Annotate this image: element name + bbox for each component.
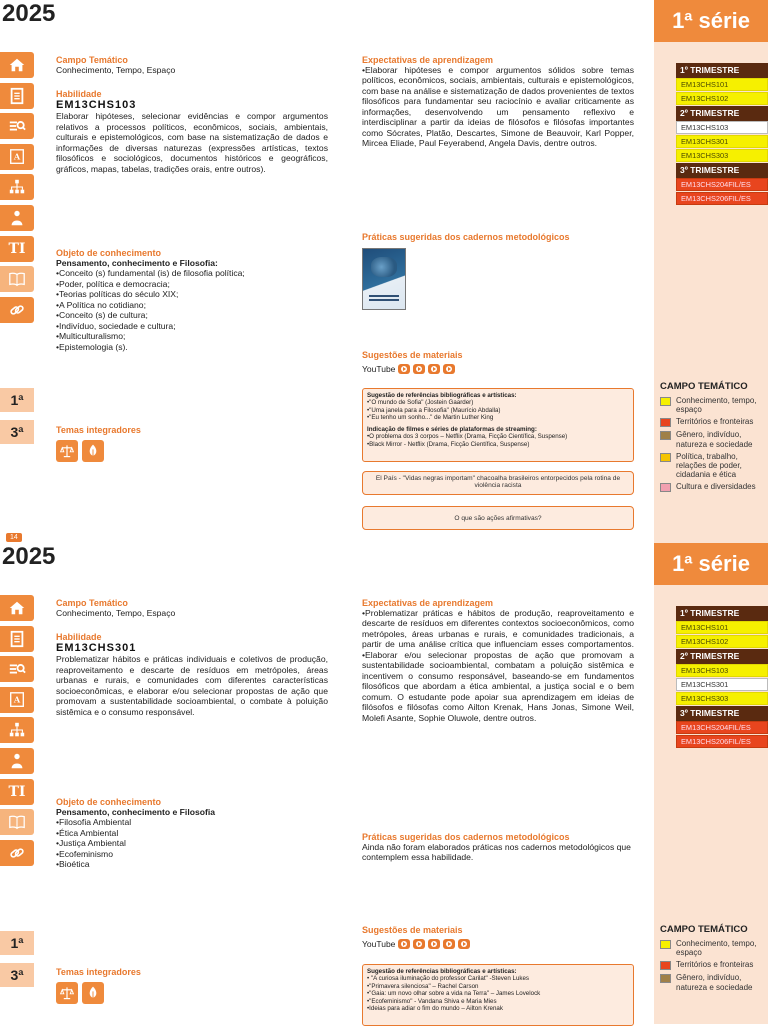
skill-code[interactable]: EM13CHS204FIL/ES: [676, 178, 768, 191]
objeto-item: •Ecofeminismo: [56, 848, 113, 859]
trimestre-2-heading: 2º TRIMESTRE: [676, 106, 768, 121]
page-number-badge: 14: [6, 533, 22, 542]
ref-item[interactable]: • "A curiosa iluminação do professor Carilat" -Steven Lukes: [367, 975, 530, 983]
nav-icons: [0, 52, 34, 327]
home-icon[interactable]: [0, 595, 34, 621]
objeto-item: •Ética Ambiental: [56, 827, 119, 838]
youtube-play-icon[interactable]: [458, 939, 470, 949]
year-badge-1[interactable]: 1ª: [0, 931, 34, 955]
search-list-icon[interactable]: [0, 113, 34, 139]
trimestre-3-heading: 3º TRIMESTRE: [676, 163, 768, 178]
temas-heading: Temas integradores: [56, 425, 141, 435]
expectativas-text: •Elaborar hipóteses e compor argumentos sólidos sobre temas políticos, econômicos, sociais, ambientais, culturais e epistemológicos, com base na análise e sistematização de dados provenientes de textos filosóficos para fundamentar seu raciocínio e avaliar criticamente as informações, desenvolvendo um pensamento reflexivo e interdisciplinar a partir da ideias de filósofos e filósofas importantes como Sócrates, Platão, Descartes, Simone de Beauvoir, Karl Popper, Mircea Eliade, Paul Feyerabend, Angela Davis, dentre outros.: [362, 65, 634, 149]
link-icon[interactable]: [0, 840, 34, 866]
references-box: [362, 388, 634, 462]
ref-item[interactable]: •Ideias para adiar o fim do mundo – Ailton Krenak: [367, 1005, 503, 1013]
link-el-pais[interactable]: El País - "Vidas negras importam" chacoalha brasileiros entorpecidos pela rotina de violência racista: [362, 471, 634, 495]
ref-item[interactable]: •"O mundo de Sofia" (Jostein Gaarder): [367, 399, 474, 407]
serie-banner: 1ª série: [654, 0, 768, 42]
trimestre-table: [676, 606, 768, 749]
year-title: 2025: [2, 543, 56, 570]
legend-label: Gênero, indivíduo, natureza e sociedade: [676, 973, 753, 992]
campo-legend-title: CAMPO TEMÁTICO: [660, 924, 748, 935]
ref-title: Sugestão de referências bibliográficas e artísticas:: [367, 968, 517, 975]
year-badge-3[interactable]: 3ª: [0, 420, 34, 444]
skill-code[interactable]: EM13CHS102: [676, 92, 768, 105]
legend-swatch: [660, 453, 671, 462]
objeto-heading: Objeto de conhecimento: [56, 797, 162, 807]
legend-label: Política, trabalho, relações de poder, cidadania e ética: [676, 451, 742, 480]
skill-code[interactable]: EM13CHS303: [676, 149, 768, 162]
objeto-title: Pensamento, conhecimento e Filosofia: [56, 807, 216, 817]
youtube-play-icon[interactable]: [428, 939, 440, 949]
films-title: Indicação de filmes e séries de plataformas de streaming:: [367, 425, 537, 433]
youtube-label: YouTube: [362, 364, 396, 374]
legend-label: Territórios e fronteiras: [676, 417, 754, 427]
youtube-play-icon[interactable]: [443, 364, 455, 374]
youtube-play-icon[interactable]: [443, 939, 455, 949]
legend-label: Conhecimento, tempo, espaço: [676, 396, 757, 415]
leaf-icon[interactable]: [82, 440, 104, 462]
search-list-icon[interactable]: [0, 656, 34, 682]
objeto-item: •Conceito (s) fundamental (is) de filosofia política;: [56, 268, 245, 279]
objeto-item: •Multiculturalismo;: [56, 331, 126, 342]
ref-title: Sugestão de referências bibliográficas e artísticas:: [367, 392, 517, 399]
praticas-heading: Práticas sugeridas dos cadernos metodológicos: [362, 832, 570, 842]
skill-code[interactable]: EM13CHS103: [676, 664, 768, 677]
ti-icon[interactable]: TI: [0, 236, 34, 262]
legend-item: [660, 417, 768, 427]
link-icon[interactable]: [0, 297, 34, 323]
expectativas-text: •Problematizar práticas e hábitos de produção, reaproveitamento e descarte de resíduos em diferentes contextos socioeconômicos, como metrópoles, áreas urbanas e rurais, e comunidades tradicionais, a partir de uma análise crítica que influenciam esses comportamentos. •Elaborar e/ou selecionar propostas de ação que promovam a sustentabilidade socioambiental, combatam a poluição sistêmica e incentivem o consumo responsável, baseando-se em fundamentos filosóficos que abordam a ética ambiental, a justiça social e o bem comum. O estudante pode apoiar sua aprendizagem em ideias de filósofos e filósofas como Ailton Krenak, Hans Jonas, Simone Weil, Molefi Asante, Sophie Oluwole, dentre outros.: [362, 608, 634, 723]
hierarchy-icon[interactable]: [0, 717, 34, 743]
campo-tematico-value: Conhecimento, Tempo, Espaço: [56, 608, 176, 618]
ref-item[interactable]: •"Ecofeminismo" - Vandana Shiva e Maria Mies: [367, 997, 497, 1005]
legend-item: [660, 430, 768, 448]
praticas-heading: Práticas sugeridas dos cadernos metodológicos: [362, 232, 570, 242]
youtube-play-icon[interactable]: [413, 364, 425, 374]
skill-code[interactable]: EM13CHS301: [676, 135, 768, 148]
objeto-item: •Teorias políticas do século XIX;: [56, 289, 179, 300]
svg-text:A: A: [13, 151, 21, 162]
year-badge-1[interactable]: 1ª: [0, 388, 34, 412]
skill-code-current[interactable]: EM13CHS301: [676, 678, 768, 691]
campo-legend-title: CAMPO TEMÁTICO: [660, 381, 748, 392]
ref-item[interactable]: •"Primavera silenciosa" – Rachel Carson: [367, 982, 479, 990]
legend-label: Cultura e diversidades: [676, 482, 756, 492]
skill-code[interactable]: EM13CHS101: [676, 78, 768, 91]
page-2: [0, 534, 768, 1024]
legend-item: [660, 452, 768, 480]
link-acoes-afirmativas[interactable]: O que são ações afirmativas?: [362, 506, 634, 530]
legend-label: Territórios e fronteiras: [676, 960, 754, 970]
youtube-label: YouTube: [362, 939, 396, 949]
justice-scale-icon[interactable]: [56, 440, 78, 462]
youtube-row: [362, 939, 634, 949]
document-list-icon[interactable]: [0, 626, 34, 652]
objeto-item: •Bioética: [56, 859, 90, 870]
svg-text:A: A: [13, 694, 21, 705]
legend-item: [660, 482, 768, 492]
ref-item[interactable]: •"Eu tenho um sonho..." de Martin Luther King: [367, 414, 494, 422]
film-item[interactable]: •O problema dos 3 corpos – Netflix (Drama, Ficção Científica, Suspense): [367, 433, 568, 441]
legend-swatch: [660, 418, 671, 427]
legend-item: [660, 396, 768, 414]
skill-code[interactable]: EM13CHS102: [676, 635, 768, 648]
leaf-icon[interactable]: [82, 982, 104, 1004]
youtube-play-icon[interactable]: [413, 939, 425, 949]
youtube-play-icon[interactable]: [428, 364, 440, 374]
objeto-item: •A Política no cotidiano;: [56, 299, 146, 310]
book-icon[interactable]: [0, 266, 34, 292]
teacher-icon[interactable]: [0, 748, 34, 774]
skill-code[interactable]: EM13CHS206FIL/ES: [676, 735, 768, 748]
teacher-icon[interactable]: [0, 205, 34, 231]
objeto-item: •Justiça Ambiental: [56, 838, 126, 849]
skill-code[interactable]: EM13CHS303: [676, 692, 768, 705]
habilidade-text: Elaborar hipóteses, selecionar evidências e compor argumentos relativos a processos políticos, econômicos, sociais, ambientais, culturais e epistemológicos, com base na sistematização de dados e informações de diversas naturezas (expressões artísticas, textos filosóficos e sociológicos, documentos históricos e geográficos, gráficos, mapas, tabelas, tradições orais, entre outros).: [56, 111, 328, 174]
trimestre-2-heading: 2º TRIMESTRE: [676, 649, 768, 664]
film-item[interactable]: •Black Mirror - Netflix (Drama, Ficção Científica, Suspense): [367, 440, 530, 448]
year-badge-3[interactable]: 3ª: [0, 963, 34, 987]
legend-swatch: [660, 431, 671, 440]
sugestoes-heading: Sugestões de materiais: [362, 350, 463, 360]
skill-code[interactable]: EM13CHS206FIL/ES: [676, 192, 768, 205]
campo-tematico-heading: Campo Temático: [56, 598, 128, 608]
campo-tematico-value: Conhecimento, Tempo, Espaço: [56, 65, 176, 75]
skill-code-current[interactable]: EM13CHS103: [676, 121, 768, 134]
campo-tematico-heading: Campo Temático: [56, 55, 128, 65]
legend-swatch: [660, 397, 671, 406]
legend-item: [660, 960, 768, 970]
legend-swatch: [660, 483, 671, 492]
legend-label: Gênero, indivíduo, natureza e sociedade: [676, 430, 753, 449]
legend-swatch: [660, 974, 671, 983]
objeto-heading: Objeto de conhecimento: [56, 248, 162, 258]
year-title: 2025: [2, 0, 56, 27]
sugestoes-heading: Sugestões de materiais: [362, 925, 463, 935]
habilidade-code: EM13CHS301: [56, 642, 137, 655]
habilidade-heading: Habilidade: [56, 632, 102, 643]
objeto-item: •Epistemologia (s).: [56, 341, 128, 352]
ti-icon[interactable]: TI: [0, 779, 34, 805]
legend-swatch: [660, 961, 671, 970]
legend-swatch: [660, 940, 671, 949]
ref-item[interactable]: •"Uma janela para a Filosofia" (Maurício Abdalla): [367, 406, 501, 414]
trimestre-3-heading: 3º TRIMESTRE: [676, 706, 768, 721]
expectativas-heading: Expectativas de aprendizagem: [362, 55, 494, 65]
campo-legend: [660, 381, 768, 495]
trimestre-table: [676, 63, 768, 206]
trimestre-1-heading: 1º TRIMESTRE: [676, 606, 768, 621]
youtube-row: [362, 364, 634, 374]
youtube-play-icon[interactable]: [398, 939, 410, 949]
serie-banner: 1ª série: [654, 543, 768, 585]
skill-code[interactable]: EM13CHS101: [676, 621, 768, 634]
objeto-item: •Conceito (s) de cultura;: [56, 310, 148, 321]
references-box: [362, 964, 634, 1026]
praticas-text: Ainda não foram elaborados práticas nos cadernos metodológicos que contemplem essa habilidade.: [362, 842, 631, 863]
expectativas-heading: Expectativas de aprendizagem: [362, 598, 494, 608]
dictionary-icon[interactable]: [0, 687, 34, 713]
legend-item: [660, 939, 768, 957]
campo-legend: [660, 924, 768, 995]
objeto-item: •Poder, política e democracia;: [56, 278, 170, 289]
legend-item: [660, 973, 768, 991]
temas-heading: Temas integradores: [56, 967, 141, 977]
objeto-item: •Filosofia Ambiental: [56, 817, 132, 828]
legend-label: Conhecimento, tempo, espaço: [676, 939, 757, 958]
ref-item[interactable]: •"Gaia: um novo olhar sobre a vida na Terra" – James Lovelock: [367, 990, 541, 998]
document-list-icon[interactable]: [0, 83, 34, 109]
hierarchy-icon[interactable]: [0, 174, 34, 200]
nav-icons: [0, 595, 34, 870]
habilidade-heading: Habilidade: [56, 89, 102, 100]
objeto-title: Pensamento, conhecimento e Filosofia:: [56, 258, 218, 268]
skill-code[interactable]: EM13CHS204FIL/ES: [676, 721, 768, 734]
habilidade-text: Problematizar hábitos e práticas individuais e coletivos de produção, reaproveitamento e descarte de resíduos em metrópoles, áreas urbanas e rurais, e comunidades com diferentes características socioeconômicas, e elaborar e/ou selecionar propostas de ação que promovam a sustentabilidade socioambiental, o combate à poluição sistêmica e o consumo responsável.: [56, 654, 328, 717]
book-icon[interactable]: [0, 809, 34, 835]
dictionary-icon[interactable]: [0, 144, 34, 170]
justice-scale-icon[interactable]: [56, 982, 78, 1004]
trimestre-1-heading: 1º TRIMESTRE: [676, 63, 768, 78]
home-icon[interactable]: [0, 52, 34, 78]
habilidade-code: EM13CHS103: [56, 99, 137, 112]
caderno-cover-image[interactable]: [362, 248, 406, 310]
objeto-item: •Indivíduo, sociedade e cultura;: [56, 320, 176, 331]
youtube-play-icon[interactable]: [398, 364, 410, 374]
